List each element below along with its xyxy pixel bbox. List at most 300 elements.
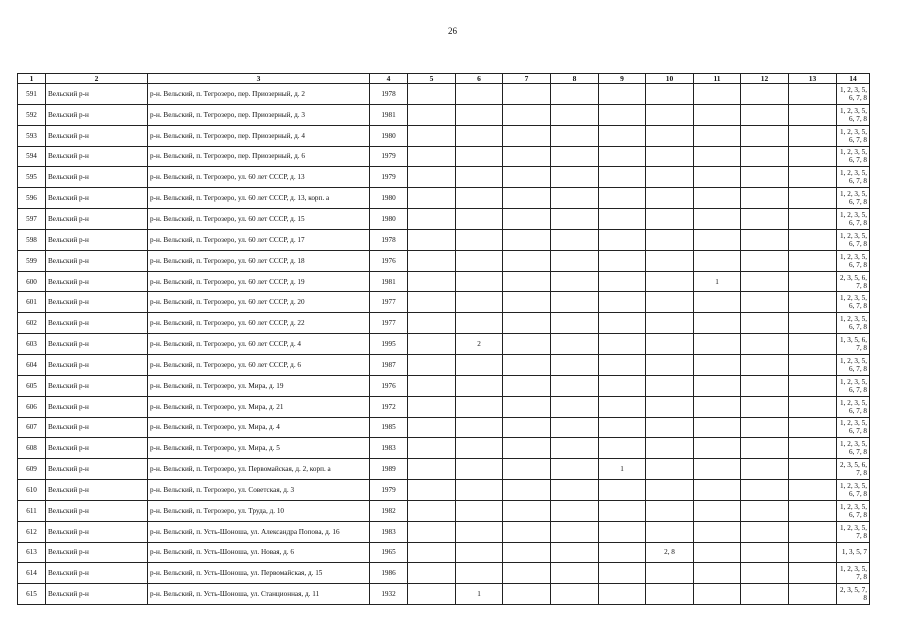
address-cell: р-н. Вельский, п. Усть-Шоноша, ул. Александра Попова, д. 16 (148, 521, 370, 542)
col-7-cell (503, 313, 551, 334)
col-10-cell (646, 188, 694, 209)
district-cell: Вельский р-н (46, 209, 148, 230)
table-row (18, 396, 870, 417)
col-5-cell (408, 125, 456, 146)
district-cell: Вельский р-н (46, 480, 148, 501)
col-7-cell (503, 84, 551, 105)
year-cell: 1987 (370, 354, 408, 375)
col-9-cell (599, 396, 646, 417)
col-12-cell (741, 313, 789, 334)
col-11-cell (694, 188, 741, 209)
col-9-cell (599, 292, 646, 313)
col-12-cell (741, 188, 789, 209)
table-row (18, 271, 870, 292)
col-6-cell (456, 480, 503, 501)
col-5-cell (408, 250, 456, 271)
col-9-cell (599, 521, 646, 542)
col-8-cell (551, 250, 599, 271)
year-cell: 1976 (370, 250, 408, 271)
column-header-10: 10 (646, 74, 694, 84)
row-number: 599 (18, 250, 46, 271)
address-cell: р-н. Вельский, п. Тегрозеро, ул. 60 лет СССР, д. 19 (148, 271, 370, 292)
col-6-cell (456, 396, 503, 417)
col-12-cell (741, 500, 789, 521)
year-cell: 1932 (370, 584, 408, 605)
col-14-cell: 1, 3, 5, 7 (837, 542, 870, 563)
col-12-cell (741, 334, 789, 355)
col-8-cell (551, 396, 599, 417)
year-cell: 1981 (370, 104, 408, 125)
district-cell: Вельский р-н (46, 563, 148, 584)
col-12-cell (741, 209, 789, 230)
col-8-cell (551, 563, 599, 584)
col-7-cell (503, 229, 551, 250)
col-13-cell (789, 500, 837, 521)
col-9-cell (599, 104, 646, 125)
col-7-cell (503, 125, 551, 146)
year-cell: 1972 (370, 396, 408, 417)
col-8-cell (551, 209, 599, 230)
row-number: 601 (18, 292, 46, 313)
col-10-cell (646, 209, 694, 230)
col-9-cell (599, 500, 646, 521)
col-7-cell (503, 292, 551, 313)
col-12-cell (741, 396, 789, 417)
year-cell: 1980 (370, 209, 408, 230)
address-cell: р-н. Вельский, п. Усть-Шоноша, ул. Станционная, д. 11 (148, 584, 370, 605)
table-row (18, 250, 870, 271)
col-12-cell (741, 459, 789, 480)
address-cell: р-н. Вельский, п. Тегрозеро, ул. 60 лет СССР, д. 17 (148, 229, 370, 250)
col-9-cell (599, 125, 646, 146)
district-cell: Вельский р-н (46, 229, 148, 250)
col-6-cell (456, 500, 503, 521)
col-14-cell: 1, 2, 3, 5, 6, 7, 8 (837, 480, 870, 501)
col-14-cell: 1, 2, 3, 5, 6, 7, 8 (837, 209, 870, 230)
col-12-cell (741, 229, 789, 250)
col-14-cell: 1, 2, 3, 5, 7, 8 (837, 563, 870, 584)
col-13-cell (789, 209, 837, 230)
housing-registry-table (17, 73, 870, 605)
col-8-cell (551, 292, 599, 313)
col-11-cell (694, 84, 741, 105)
col-14-cell: 1, 2, 3, 5, 6, 7, 8 (837, 396, 870, 417)
col-10-cell (646, 84, 694, 105)
table-row (18, 459, 870, 480)
district-cell: Вельский р-н (46, 542, 148, 563)
address-cell: р-н. Вельский, п. Тегрозеро, ул. 60 лет СССР, д. 22 (148, 313, 370, 334)
address-cell: р-н. Вельский, п. Тегрозеро, ул. Советская, д. 3 (148, 480, 370, 501)
table-row (18, 125, 870, 146)
col-7-cell (503, 334, 551, 355)
col-6-cell (456, 521, 503, 542)
col-5-cell (408, 84, 456, 105)
col-7-cell (503, 584, 551, 605)
col-6-cell (456, 417, 503, 438)
row-number: 613 (18, 542, 46, 563)
row-number: 610 (18, 480, 46, 501)
col-5-cell (408, 104, 456, 125)
col-12-cell (741, 292, 789, 313)
address-cell: р-н. Вельский, п. Тегрозеро, ул. 60 лет СССР, д. 15 (148, 209, 370, 230)
col-11-cell (694, 396, 741, 417)
column-header-14: 14 (837, 74, 870, 84)
col-10-cell (646, 104, 694, 125)
district-cell: Вельский р-н (46, 167, 148, 188)
col-12-cell (741, 84, 789, 105)
col-9-cell (599, 438, 646, 459)
year-cell: 1982 (370, 500, 408, 521)
district-cell: Вельский р-н (46, 438, 148, 459)
col-13-cell (789, 396, 837, 417)
col-11-cell (694, 563, 741, 584)
col-8-cell (551, 459, 599, 480)
col-10-cell (646, 125, 694, 146)
col-12-cell (741, 125, 789, 146)
table-row (18, 146, 870, 167)
table-row (18, 563, 870, 584)
table-row (18, 438, 870, 459)
district-cell: Вельский р-н (46, 271, 148, 292)
address-cell: р-н. Вельский, п. Тегрозеро, пер. Приозерный, д. 6 (148, 146, 370, 167)
address-cell: р-н. Вельский, п. Усть-Шоноша, ул. Новая, д. 6 (148, 542, 370, 563)
col-14-cell: 1, 2, 3, 5, 6, 7, 8 (837, 84, 870, 105)
col-5-cell (408, 209, 456, 230)
table-row (18, 480, 870, 501)
year-cell: 1989 (370, 459, 408, 480)
col-5-cell (408, 354, 456, 375)
col-10-cell (646, 500, 694, 521)
year-cell: 1978 (370, 229, 408, 250)
col-5-cell (408, 188, 456, 209)
col-7-cell (503, 417, 551, 438)
col-10-cell (646, 438, 694, 459)
col-7-cell (503, 209, 551, 230)
table-row (18, 313, 870, 334)
col-13-cell (789, 104, 837, 125)
col-9-cell (599, 563, 646, 584)
col-12-cell (741, 146, 789, 167)
col-8-cell (551, 375, 599, 396)
address-cell: р-н. Вельский, п. Тегрозеро, пер. Приозерный, д. 2 (148, 84, 370, 105)
col-5-cell (408, 584, 456, 605)
col-9-cell (599, 584, 646, 605)
address-cell: р-н. Вельский, п. Тегрозеро, ул. Мира, д. 5 (148, 438, 370, 459)
year-cell: 1986 (370, 563, 408, 584)
col-13-cell (789, 271, 837, 292)
col-14-cell: 1, 2, 3, 5, 6, 7, 8 (837, 292, 870, 313)
col-10-cell (646, 354, 694, 375)
col-13-cell (789, 334, 837, 355)
col-13-cell (789, 84, 837, 105)
district-cell: Вельский р-н (46, 188, 148, 209)
address-cell: р-н. Вельский, п. Тегрозеро, ул. 60 лет СССР, д. 20 (148, 292, 370, 313)
col-9-cell (599, 209, 646, 230)
col-6-cell (456, 459, 503, 480)
district-cell: Вельский р-н (46, 396, 148, 417)
col-9-cell (599, 229, 646, 250)
year-cell: 1980 (370, 188, 408, 209)
col-13-cell (789, 229, 837, 250)
district-cell: Вельский р-н (46, 84, 148, 105)
year-cell: 1983 (370, 521, 408, 542)
col-9-cell (599, 417, 646, 438)
column-header-3: 3 (148, 74, 370, 84)
col-13-cell (789, 417, 837, 438)
col-8-cell (551, 542, 599, 563)
row-number: 606 (18, 396, 46, 417)
col-14-cell: 1, 2, 3, 5, 6, 7, 8 (837, 313, 870, 334)
col-11-cell (694, 584, 741, 605)
col-10-cell (646, 459, 694, 480)
district-cell: Вельский р-н (46, 417, 148, 438)
col-14-cell: 1, 2, 3, 5, 6, 7, 8 (837, 229, 870, 250)
col-13-cell (789, 584, 837, 605)
col-6-cell (456, 542, 503, 563)
col-12-cell (741, 584, 789, 605)
col-13-cell (789, 146, 837, 167)
year-cell: 1980 (370, 125, 408, 146)
page-number: 26 (448, 26, 457, 36)
col-13-cell (789, 188, 837, 209)
address-cell: р-н. Вельский, п. Усть-Шоноша, ул. Первомайская, д. 15 (148, 563, 370, 584)
column-header-1: 1 (18, 74, 46, 84)
col-5-cell (408, 438, 456, 459)
col-13-cell (789, 375, 837, 396)
col-8-cell (551, 500, 599, 521)
col-8-cell (551, 125, 599, 146)
row-number: 611 (18, 500, 46, 521)
district-cell: Вельский р-н (46, 250, 148, 271)
district-cell: Вельский р-н (46, 375, 148, 396)
col-5-cell (408, 459, 456, 480)
col-10-cell (646, 396, 694, 417)
col-10-cell (646, 563, 694, 584)
table-row (18, 209, 870, 230)
col-11-cell (694, 146, 741, 167)
year-cell: 1979 (370, 480, 408, 501)
col-12-cell (741, 438, 789, 459)
col-6-cell (456, 125, 503, 146)
col-6-cell (456, 292, 503, 313)
col-8-cell (551, 313, 599, 334)
col-5-cell (408, 292, 456, 313)
district-cell: Вельский р-н (46, 521, 148, 542)
row-number: 600 (18, 271, 46, 292)
col-11-cell: 1 (694, 271, 741, 292)
col-14-cell: 1, 3, 5, 6, 7, 8 (837, 334, 870, 355)
header-row (18, 74, 870, 84)
col-14-cell: 1, 2, 3, 5, 6, 7, 8 (837, 438, 870, 459)
col-11-cell (694, 542, 741, 563)
col-11-cell (694, 417, 741, 438)
row-number: 604 (18, 354, 46, 375)
col-8-cell (551, 417, 599, 438)
col-8-cell (551, 146, 599, 167)
col-6-cell (456, 250, 503, 271)
col-6-cell (456, 563, 503, 584)
row-number: 615 (18, 584, 46, 605)
col-10-cell (646, 584, 694, 605)
col-9-cell (599, 354, 646, 375)
district-cell: Вельский р-н (46, 459, 148, 480)
year-cell: 1979 (370, 167, 408, 188)
col-6-cell (456, 104, 503, 125)
col-7-cell (503, 563, 551, 584)
col-14-cell: 2, 3, 5, 6, 7, 8 (837, 271, 870, 292)
table-row (18, 188, 870, 209)
col-12-cell (741, 375, 789, 396)
column-header-6: 6 (456, 74, 503, 84)
col-7-cell (503, 167, 551, 188)
col-5-cell (408, 480, 456, 501)
col-10-cell (646, 167, 694, 188)
address-cell: р-н. Вельский, п. Тегрозеро, пер. Приозерный, д. 4 (148, 125, 370, 146)
col-11-cell (694, 250, 741, 271)
table-row (18, 229, 870, 250)
district-cell: Вельский р-н (46, 500, 148, 521)
column-header-8: 8 (551, 74, 599, 84)
col-5-cell (408, 271, 456, 292)
row-number: 591 (18, 84, 46, 105)
row-number: 609 (18, 459, 46, 480)
col-14-cell: 2, 3, 5, 6, 7, 8 (837, 459, 870, 480)
col-14-cell: 2, 3, 5, 7, 8 (837, 584, 870, 605)
col-7-cell (503, 104, 551, 125)
col-6-cell (456, 313, 503, 334)
address-cell: р-н. Вельский, п. Тегрозеро, ул. 60 лет СССР, д. 4 (148, 334, 370, 355)
column-header-2: 2 (46, 74, 148, 84)
district-cell: Вельский р-н (46, 146, 148, 167)
col-7-cell (503, 438, 551, 459)
district-cell: Вельский р-н (46, 354, 148, 375)
col-10-cell (646, 146, 694, 167)
col-5-cell (408, 500, 456, 521)
col-6-cell (456, 438, 503, 459)
col-9-cell (599, 313, 646, 334)
col-6-cell (456, 188, 503, 209)
col-5-cell (408, 375, 456, 396)
row-number: 592 (18, 104, 46, 125)
col-7-cell (503, 396, 551, 417)
district-cell: Вельский р-н (46, 313, 148, 334)
col-12-cell (741, 250, 789, 271)
col-5-cell (408, 563, 456, 584)
col-5-cell (408, 542, 456, 563)
col-13-cell (789, 167, 837, 188)
col-8-cell (551, 84, 599, 105)
col-10-cell (646, 375, 694, 396)
col-7-cell (503, 521, 551, 542)
col-6-cell: 1 (456, 584, 503, 605)
year-cell: 1985 (370, 417, 408, 438)
address-cell: р-н. Вельский, п. Тегрозеро, ул. Мира, д. 19 (148, 375, 370, 396)
col-13-cell (789, 563, 837, 584)
year-cell: 1965 (370, 542, 408, 563)
col-14-cell: 1, 2, 3, 5, 6, 7, 8 (837, 375, 870, 396)
column-header-7: 7 (503, 74, 551, 84)
col-11-cell (694, 375, 741, 396)
col-10-cell (646, 229, 694, 250)
table-row (18, 542, 870, 563)
col-9-cell (599, 188, 646, 209)
row-number: 607 (18, 417, 46, 438)
address-cell: р-н. Вельский, п. Тегрозеро, ул. Труда, д. 10 (148, 500, 370, 521)
col-9-cell (599, 375, 646, 396)
address-cell: р-н. Вельский, п. Тегрозеро, ул. 60 лет СССР, д. 13, корп. а (148, 188, 370, 209)
table-row (18, 167, 870, 188)
col-9-cell (599, 84, 646, 105)
year-cell: 1978 (370, 84, 408, 105)
table-row (18, 104, 870, 125)
col-10-cell (646, 292, 694, 313)
col-10-cell (646, 334, 694, 355)
col-7-cell (503, 146, 551, 167)
col-13-cell (789, 313, 837, 334)
column-header-4: 4 (370, 74, 408, 84)
col-6-cell (456, 209, 503, 230)
table-row (18, 354, 870, 375)
year-cell: 1995 (370, 334, 408, 355)
col-8-cell (551, 167, 599, 188)
column-header-13: 13 (789, 74, 837, 84)
year-cell: 1983 (370, 438, 408, 459)
address-cell: р-н. Вельский, п. Тегрозеро, пер. Приозерный, д. 3 (148, 104, 370, 125)
col-7-cell (503, 354, 551, 375)
col-8-cell (551, 188, 599, 209)
col-7-cell (503, 459, 551, 480)
col-12-cell (741, 271, 789, 292)
row-number: 612 (18, 521, 46, 542)
col-12-cell (741, 167, 789, 188)
col-14-cell: 1, 2, 3, 5, 6, 7, 8 (837, 417, 870, 438)
row-number: 614 (18, 563, 46, 584)
col-14-cell: 1, 2, 3, 5, 6, 7, 8 (837, 125, 870, 146)
col-6-cell (456, 375, 503, 396)
col-5-cell (408, 417, 456, 438)
row-number: 596 (18, 188, 46, 209)
district-cell: Вельский р-н (46, 334, 148, 355)
col-7-cell (503, 188, 551, 209)
col-11-cell (694, 313, 741, 334)
column-header-11: 11 (694, 74, 741, 84)
row-number: 597 (18, 209, 46, 230)
col-9-cell: 1 (599, 459, 646, 480)
col-10-cell (646, 271, 694, 292)
col-9-cell (599, 271, 646, 292)
col-11-cell (694, 521, 741, 542)
year-cell: 1976 (370, 375, 408, 396)
district-cell: Вельский р-н (46, 292, 148, 313)
col-13-cell (789, 542, 837, 563)
col-14-cell: 1, 2, 3, 5, 7, 8 (837, 521, 870, 542)
col-11-cell (694, 354, 741, 375)
table-row (18, 500, 870, 521)
row-number: 598 (18, 229, 46, 250)
address-cell: р-н. Вельский, п. Тегрозеро, ул. Первомайская, д. 2, корп. а (148, 459, 370, 480)
col-12-cell (741, 563, 789, 584)
col-7-cell (503, 250, 551, 271)
table-row (18, 375, 870, 396)
year-cell: 1977 (370, 313, 408, 334)
col-5-cell (408, 313, 456, 334)
col-10-cell (646, 313, 694, 334)
col-5-cell (408, 167, 456, 188)
col-14-cell: 1, 2, 3, 5, 6, 7, 8 (837, 500, 870, 521)
col-7-cell (503, 271, 551, 292)
column-header-9: 9 (599, 74, 646, 84)
col-11-cell (694, 480, 741, 501)
